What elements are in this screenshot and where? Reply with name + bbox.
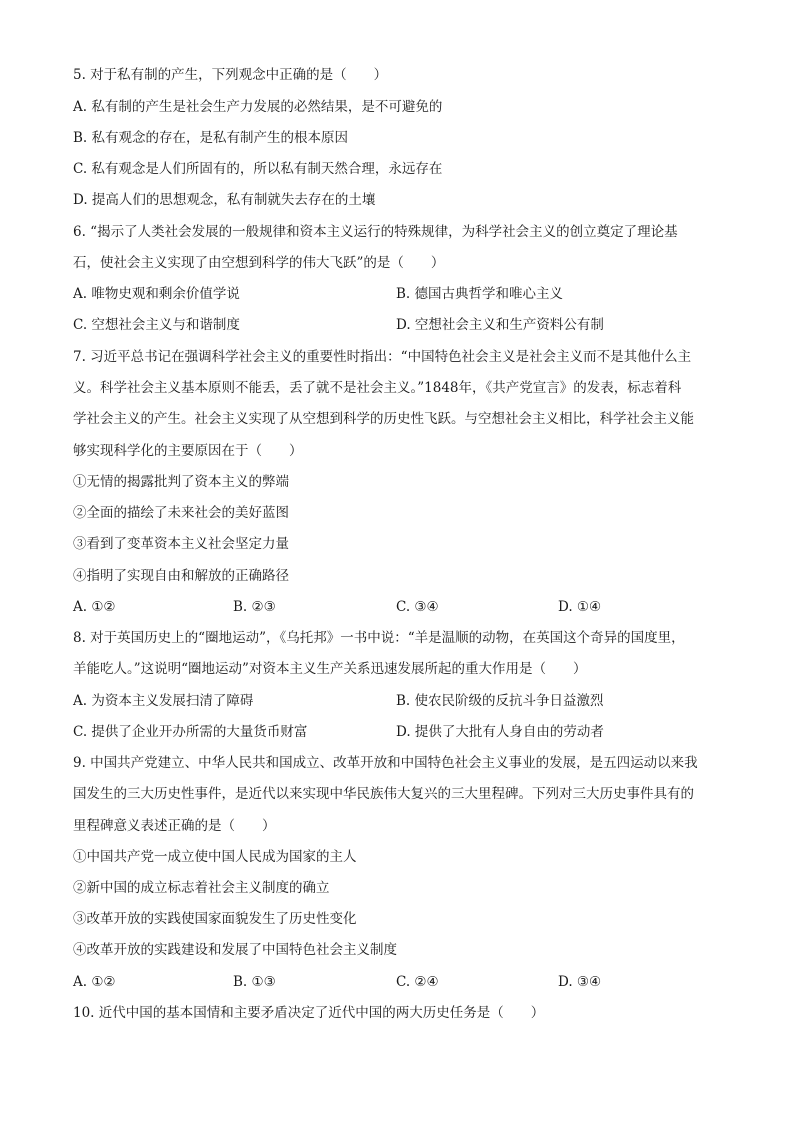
question-5-option-a: A. 私有制的产生是社会生产力发展的必然结果，是不可避免的 — [73, 99, 443, 115]
question-6-stem-line-2: 石，使社会主义实现了由空想到科学的伟大飞跃”的是（ ） — [73, 255, 445, 271]
question-9-stem-line-3: 里程碑意义表述正确的是（ ） — [73, 818, 276, 834]
question-6-option-a: A. 唯物史观和剩余价值学说 — [73, 286, 240, 302]
question-8-option-b: B. 使农民阶级的反抗斗争日益激烈 — [396, 693, 604, 709]
question-9-option-a: A. ①② — [73, 974, 116, 990]
question-6-option-d: D. 空想社会主义和生产资料公有制 — [396, 317, 604, 333]
question-9-option-c: C. ②④ — [396, 974, 439, 990]
question-7-option-b: B. ②③ — [233, 599, 276, 615]
question-5-stem: 5. 对于私有制的产生，下列观念中正确的是（ ） — [73, 67, 388, 83]
question-8-option-c: C. 提供了企业开办所需的大量货币财富 — [73, 724, 308, 740]
question-7-stem-line-4: 够实现科学化的主要原因在于（ ） — [73, 443, 303, 459]
question-7-option-c: C. ③④ — [396, 599, 439, 615]
question-7-stem-line-1: 7. 习近平总书记在强调科学社会主义的重要性时指出：“中国特色社会主义是社会主义而不是其他什么主 — [73, 349, 692, 365]
question-9-option-d: D. ③④ — [558, 974, 602, 990]
question-7-item-1: ①无情的揭露批判了资本主义的弊端 — [73, 474, 289, 490]
question-9-stem-line-2: 国发生的三大历史性事件，是近代以来实现中华民族伟大复兴的三大里程碑。下列对三大历史事件具有的 — [73, 786, 694, 802]
question-9-stem-line-1: 9. 中国共产党建立、中华人民共和国成立、改革开放和中国特色社会主义事业的发展，是五四运动以来我 — [73, 755, 698, 771]
question-6-option-b: B. 德国古典哲学和唯心主义 — [396, 286, 564, 302]
question-9-option-b: B. ①③ — [233, 974, 276, 990]
question-7-item-3: ③看到了变革资本主义社会坚定力量 — [73, 536, 289, 552]
question-9-item-4: ④改革开放的实践建设和发展了中国特色社会主义制度 — [73, 942, 397, 958]
question-8-option-d: D. 提供了大批有人身自由的劳动者 — [396, 724, 604, 740]
question-6-stem-line-1: 6. “揭示了人类社会发展的一般规律和资本主义运行的特殊规律，为科学社会主义的创立奠定了理论基 — [73, 224, 678, 240]
question-5-option-c: C. 私有观念是人们所固有的，所以私有制天然合理，永远存在 — [73, 161, 443, 177]
question-9-item-3: ③改革开放的实践使国家面貌发生了历史性变化 — [73, 911, 357, 927]
question-7-item-2: ②全面的描绘了未来社会的美好蓝图 — [73, 505, 289, 521]
question-5-option-d: D. 提高人们的思想观念，私有制就失去存在的土壤 — [73, 192, 376, 208]
question-6-option-c: C. 空想社会主义与和谐制度 — [73, 317, 240, 333]
question-7-stem-line-2: 义。科学社会主义基本原则不能丢，丢了就不是社会主义。”1848年，《共产党宣言》的发表，标志着科 — [73, 380, 682, 396]
question-9-item-2: ②新中国的成立标志着社会主义制度的确立 — [73, 880, 330, 896]
question-7-item-4: ④指明了实现自由和解放的正确路径 — [73, 568, 289, 584]
question-9-item-1: ①中国共产党一成立使中国人民成为国家的主人 — [73, 849, 357, 865]
question-7-option-d: D. ①④ — [558, 599, 602, 615]
question-7-option-a: A. ①② — [73, 599, 116, 615]
question-7-stem-line-3: 学社会主义的产生。社会主义实现了从空想到科学的历史性飞跃。与空想社会主义相比，科学社会主义能 — [73, 411, 694, 427]
question-8-stem-line-1: 8. 对于英国历史上的“圈地运动”，《乌托邦》一书中说：“羊是温顺的动物，在英国这个奇异的国度里， — [73, 630, 685, 646]
question-8-stem-line-2: 羊能吃人。”这说明“圈地运动”对资本主义生产关系迅速发展所起的重大作用是（ ） — [73, 661, 587, 677]
question-10-stem: 10. 近代中国的基本国情和主要矛盾决定了近代中国的两大历史任务是（ ） — [73, 1005, 545, 1021]
question-5-option-b: B. 私有观念的存在，是私有制产生的根本原因 — [73, 130, 349, 146]
question-8-option-a: A. 为资本主义发展扫清了障碍 — [73, 693, 254, 709]
